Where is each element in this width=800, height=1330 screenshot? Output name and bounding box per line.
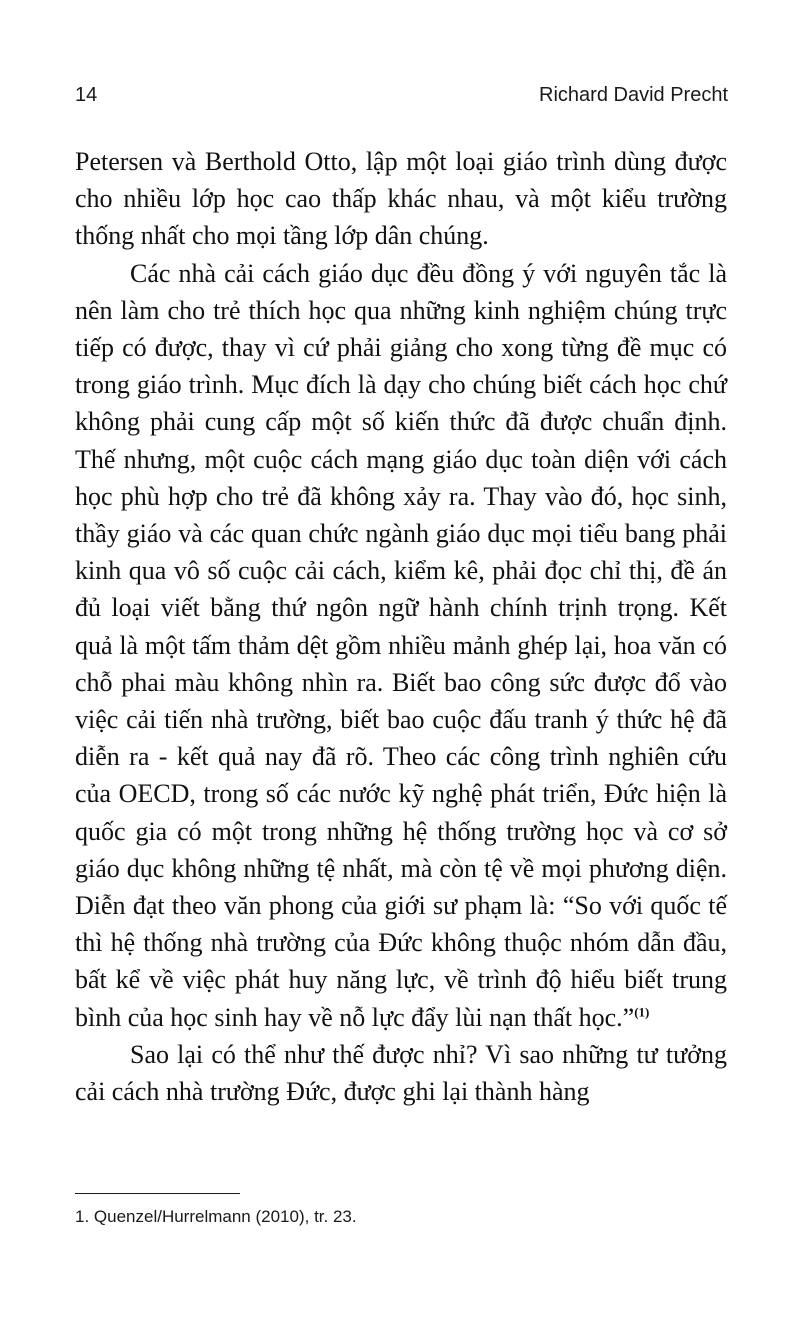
- paragraph: Sao lại có thể như thế được nhỉ? Vì sao những tư tưởng cải cách nhà trường Đức, được ghi lại thành hàng: [75, 1039, 727, 1107]
- paragraph-continued: Petersen và Berthold Otto, lập một loại giáo trình dùng được cho nhiều lớp học cao thấp khác nhau, và một kiểu trường thống nhất cho mọi tầng lớp dân chúng.: [75, 147, 727, 251]
- footnote-divider: [75, 1193, 240, 1194]
- footnote-reference: (1): [634, 1004, 650, 1020]
- body-text: [75, 143, 727, 1110]
- paragraph-text: Các nhà cải cách giáo dục đều đồng ý với nguyên tắc là nên làm cho trẻ thích học qua những kinh nghiệm chúng trực tiếp có được, thay vì cứ phải giảng cho xong từng đề mục có trong giáo trình. Mục đích là dạy cho chúng biết cách học chứ không phải cung cấp một số kiến thức đã được chuẩn định. Thế nhưng, một cuộc cách mạng giáo dục toàn diện với cách học phù hợp cho trẻ đã không xảy ra. Thay vào đó, học sinh, thầy giáo và các quan chức ngành giáo dục mọi tiểu bang phải kinh qua vô số cuộc cải cách, kiểm kê, phải đọc chỉ thị, đề án đủ loại viết bằng thứ ngôn ngữ hành chính trịnh trọng. Kết quả là một tấm thảm dệt gồm nhiều mảnh ghép lại, hoa văn có chỗ phai màu không nhìn ra. Biết bao công sức được đổ vào việc cải tiến nhà trường, biết bao cuộc đấu tranh ý thức hệ đã diễn ra - kết quả nay đã rõ. Theo các công trình nghiên cứu của OECD, trong số các nước kỹ nghệ phát triển, Đức hiện là quốc gia có một trong những hệ thống trường học và cơ sở giáo dục không những tệ nhất, mà còn tệ về mọi phương diện. Diễn đạt theo văn phong của giới sư phạm là: “So với quốc tế thì hệ thống nhà trường của Đức không thuộc nhóm dẫn đầu, bất kể về việc phát huy năng lực, về trình độ hiểu biết trung bình của học sinh hay về nỗ lực đẩy lùi nạn thất học.”: [75, 258, 727, 1032]
- running-title: Richard David Precht: [539, 84, 728, 106]
- page-number: 14: [75, 84, 98, 106]
- page-header: [75, 84, 728, 114]
- paragraph: [75, 255, 727, 1036]
- footnote: 1. Quenzel/Hurrelmann (2010), tr. 23.: [75, 1207, 357, 1226]
